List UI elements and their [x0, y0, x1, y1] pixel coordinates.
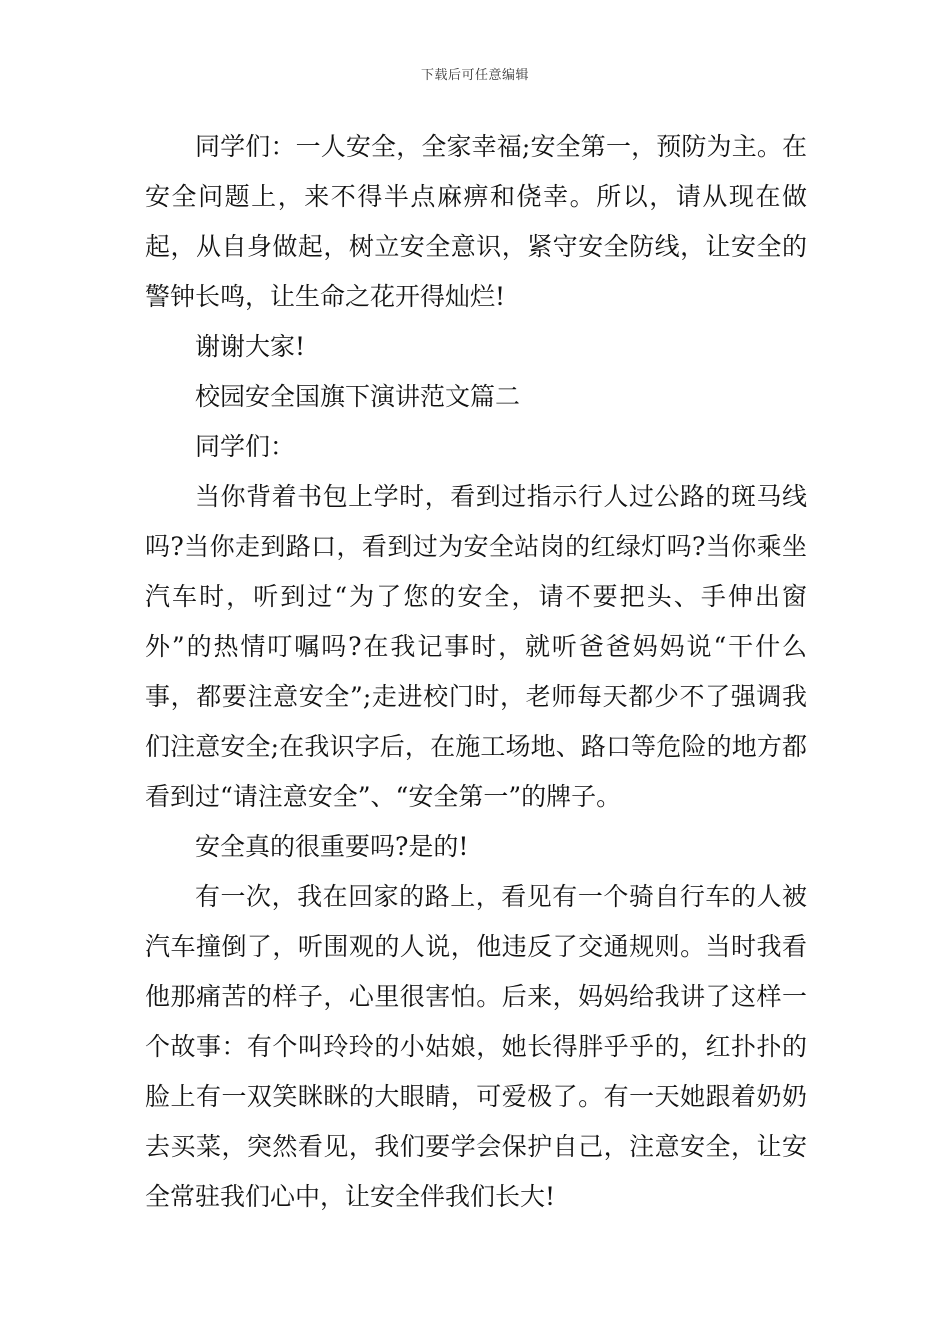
paragraph-question: 安全真的很重要吗?是的! [195, 832, 469, 861]
paragraph-thanks: 谢谢大家! [195, 332, 306, 361]
paragraph-closing: 同学们：一人安全，全家幸福;安全第一，预防为主。在安全问题上，来不得半点麻痹和侥幸。所以，请从现在做起，从自身做起，树立安全意识，紧守安全防线，让安全的警钟长鸣，让生命之花开得灿烂! [145, 132, 807, 311]
paragraph-intro: 当你背着书包上学时，看到过指示行人过公路的斑马线吗?当你走到路口，看到过为安全站岗的红绿灯吗?当你乘坐汽车时，听到过“为了您的安全，请不要把头、手伸出窗外”的热情叮嘱吗?在我记事时，就听爸爸妈妈说“干什么事，都要注意安全”;走进校门时，老师每天都少不了强调我们注意安全;在我识字后，在施工场地、路口等危险的地方都看到过“请注意安全”、“安全第一”的牌子。 [145, 482, 807, 811]
page-header: 下载后可任意编辑 [420, 68, 529, 83]
paragraph-greeting: 同学们： [195, 432, 296, 461]
document-body [145, 122, 807, 1222]
section-title: 校园安全国旗下演讲范文篇二 [195, 382, 521, 411]
paragraph-story: 有一次，我在回家的路上，看见有一个骑自行车的人被汽车撞倒了，听围观的人说，他违反了交通规则。当时我看他那痛苦的样子，心里很害怕。后来，妈妈给我讲了这样一个故事：有个叫玲玲的小姑娘，她长得胖乎乎的，红扑扑的脸上有一双笑眯眯的大眼睛，可爱极了。有一天她跟着奶奶去买菜，突然看见，我们要学会保护自己，注意安全，让安全常驻我们心中，让安全伴我们长大! [145, 882, 807, 1211]
